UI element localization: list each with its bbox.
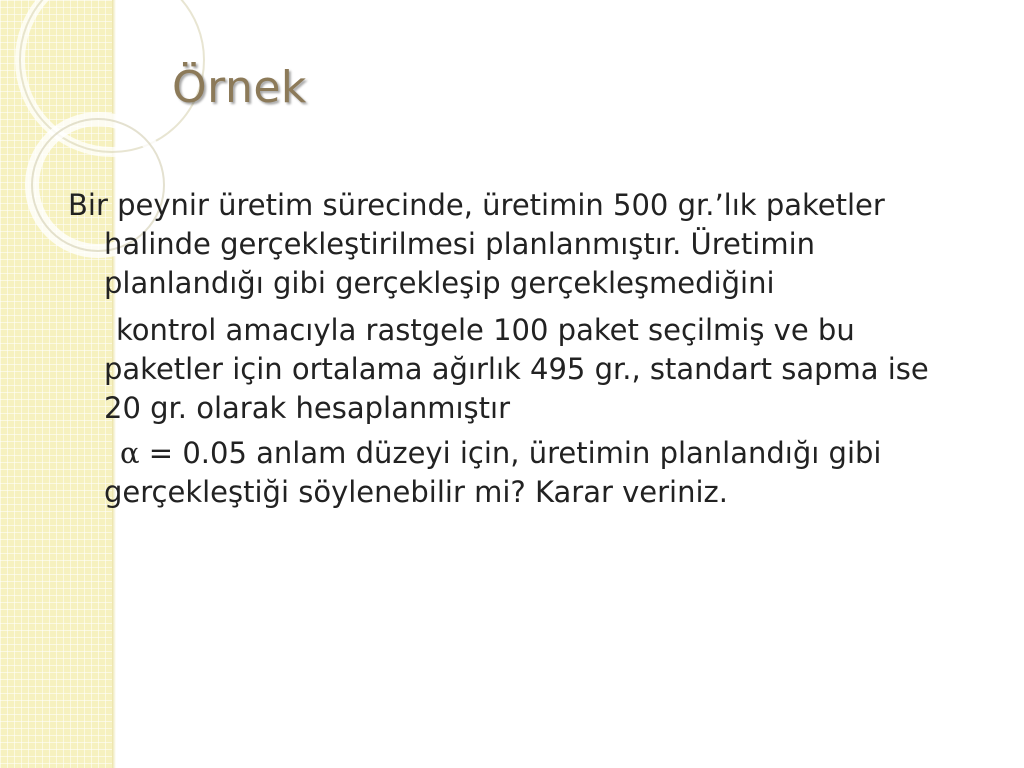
paragraph-question [68, 434, 968, 512]
alpha-symbol: α [120, 436, 140, 470]
slide-title: Örnek [172, 62, 307, 113]
slide-body [68, 186, 968, 512]
paragraph-problem-statement: Bir peynir üretim sürecinde, üretimin 500 gr.’lık paketler halinde gerçekleştirilmesi planlanmıştır. Üretimin planlandığı gibi gerçekleşip gerçekleşmediğini [68, 188, 885, 300]
paragraph-sample-info: kontrol amacıyla rastgele 100 paket seçilmiş ve bu paketler için ortalama ağırlık 495 gr., standart sapma ise 20 gr. olarak hesaplanmıştır [104, 313, 929, 425]
question-text: = 0.05 anlam düzeyi için, üretimin planlandığı gibi gerçekleştiği söylenebilir mi? Karar veriniz. [104, 436, 882, 509]
